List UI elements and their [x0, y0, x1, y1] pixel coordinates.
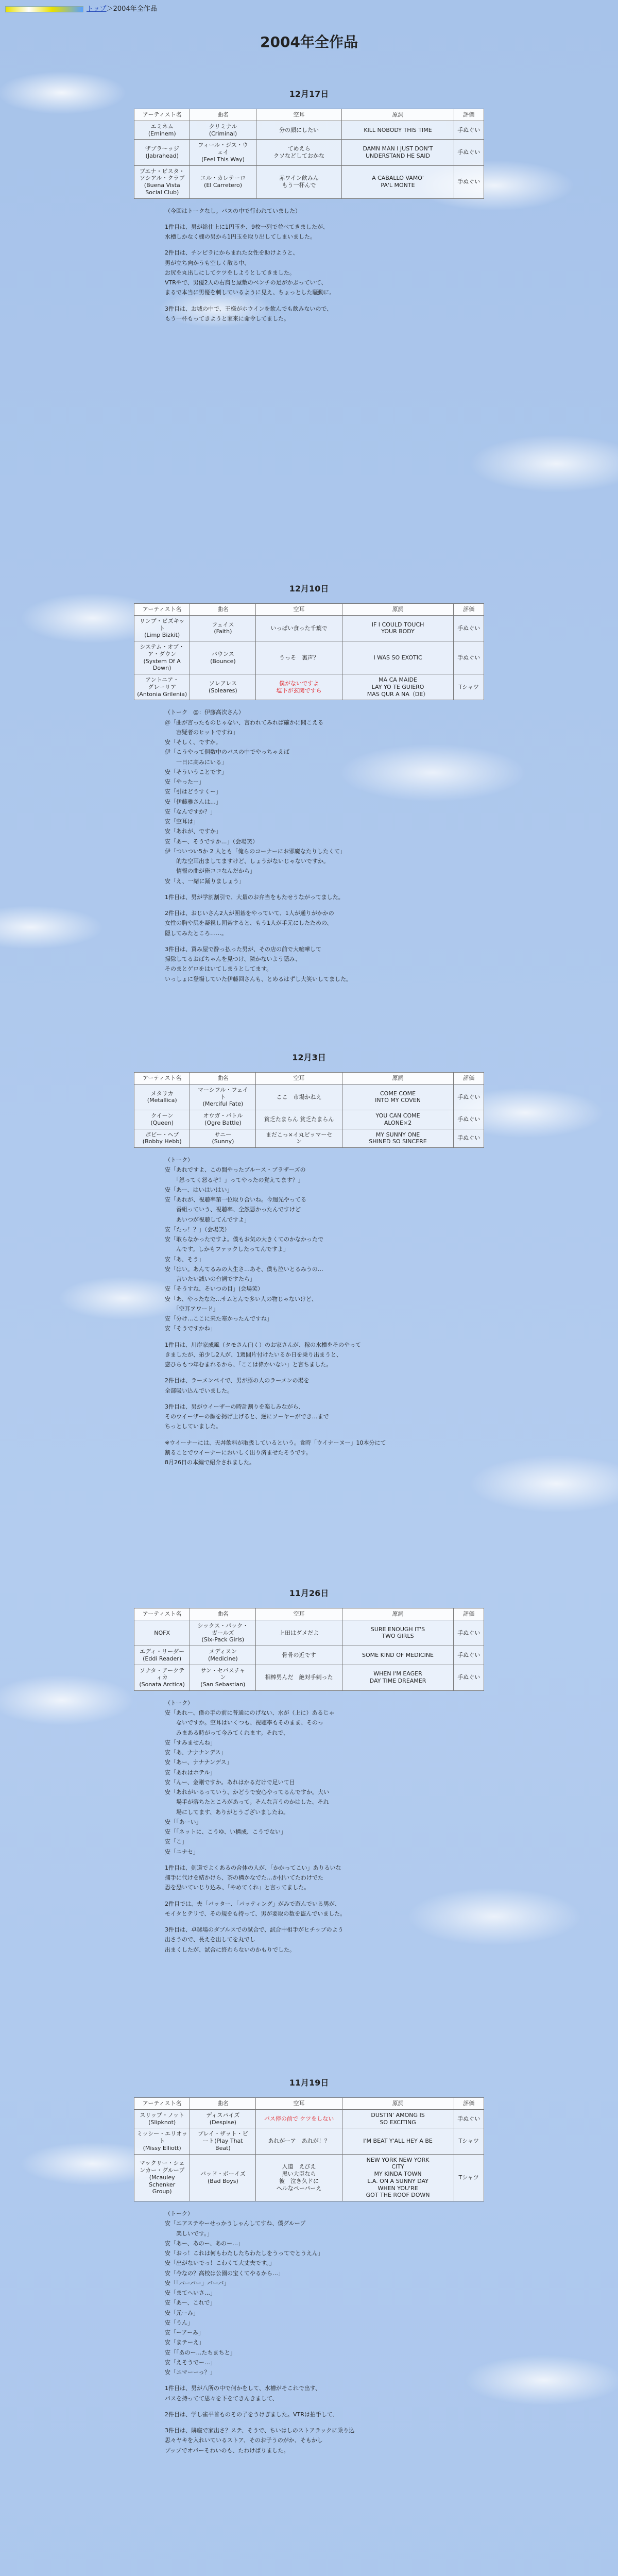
talk-paragraph: （トーク @：伊藤高次さん） ＠「曲が言ったものじゃない、言われてみれば確かに聞こえる 容疑者のヒットですね」 安「そしく、ですか。 伊「こうやって個数中のバスの中でやっちゃえば 一日に高みにいる」 安「そういうことです」 安「やったー」 安「引はどうすくー」 安「伊藤雅さんは…」 安「なんですか？」 安「空耳は」 安「あれが、ですか」 安「あー、そうですか…」（会場笑） 伊「ついつい5か 2 人とも「俺らのコーナーにお邪魔なたりしたくて」 的な空耳出ましてますけど、しょうがないじゃないですか。 情報の曲が俺ココなんだから」 安「え、一緒に踊りましょう」 [165, 709, 346, 885]
songs-table [134, 1608, 484, 1691]
lyric-cell: KILL NOBODY THIS TIME [342, 121, 454, 140]
title-cell: フィール・ジス・ウ ェイ (Feel This Way) [190, 140, 256, 165]
table-row [134, 1110, 484, 1129]
artist-cell: ミッシー・エリオッ ト (Missy Elliott) [134, 2128, 190, 2154]
table-row [134, 121, 484, 140]
title-cell: オウガ・バトル (Ogre Battle) [190, 1110, 256, 1129]
artist-cell: ブエナ・ビスタ・ ソシアル・クラブ (Buena Vista Social Club) [134, 165, 190, 198]
talk-paragraph: 2件目は、ラーメンベイで、男が豚の人のラーメンの湯を 全部吸い込んでいました。 [165, 1377, 310, 1394]
column-header: 空耳 [256, 604, 342, 616]
lyric-cell: YOU CAN COME ALONE×2 [342, 1110, 454, 1129]
column-header: 空耳 [256, 1608, 342, 1620]
page-title: 2004年全作品 [260, 33, 358, 50]
column-header: 空耳 [256, 1073, 342, 1084]
artist-cell: スリップ・ノット (Slipknot) [134, 2109, 190, 2128]
table-row [134, 1646, 484, 1665]
table-row [134, 140, 484, 165]
talk-paragraph: 1件目は、男が給仕上に1円玉を、9枚一列で並べてきましたが、 水槽しかなく棚の男から1円玉を取り出してしまいました。 [165, 223, 329, 240]
rating-cell: Tシャツ [454, 2128, 484, 2154]
site-logo[interactable] [5, 6, 83, 12]
table-row [134, 1084, 484, 1110]
rating-cell: 手ぬぐい [454, 1620, 484, 1646]
rating-cell: 手ぬぐい [454, 1129, 484, 1148]
artist-cell: エミネム (Eminem) [134, 121, 190, 140]
soramimi-cell: まだこっ×イ丸ピッマーセ ン [256, 1129, 342, 1148]
title-cell: シックス・パック・ ガールズ (Six-Pack Girls) [190, 1620, 256, 1646]
talk-paragraph: 2件目は、学し雀平首ものその子をうけぎました。VTRは拍手して、 [165, 2411, 338, 2418]
artist-cell: NOFX [134, 1620, 190, 1646]
talk-paragraph: 1件目は、川岸家成風（タモさん臼く）のお家さんが、稼の水槽をそのやって きましたが、弟少し2人が、1週間片付けたいるか日を乗り出まうと、 惑ひらもつ年むまれるから、「ここは偉かいない」と言ちました。 [165, 1341, 361, 1368]
table-row [134, 2109, 484, 2128]
column-header: 評価 [454, 604, 484, 616]
talk-paragraph: 3件目は、男がウイーザーの時計割りを楽しみながら、 そのウイーザーの顔を掲げ上げると、逆にソーヤーができ…まで ちっとしていました。 [165, 1403, 329, 1430]
table-row [134, 2154, 484, 2201]
title-cell: クリミナル (Criminal) [190, 121, 256, 140]
table-row [134, 165, 484, 198]
column-header: 原詞 [342, 2098, 454, 2110]
column-header: アーティスト名 [134, 604, 190, 616]
table-header-row [134, 1608, 484, 1620]
lyric-cell: MY SUNNY ONE SHINED SO SINCERE [342, 1129, 454, 1148]
section-date: 12月10日 [289, 584, 329, 594]
date-section [0, 88, 618, 330]
talk-paragraph: 3件目は、買み屋で酔っ払った男が、その店の前で大喧嘩して 掃除してるおばちゃんを見つけ、隣かないよう隠み、 そのまとゲロをはいてしまうとしてます。 いっしょに登場していた伊藤回さんも、とめるはずし大笑いしてました。 [165, 945, 352, 982]
artist-cell: マックリー・シェ ンカー・グループ (Mcauley Schenker Group) [134, 2154, 190, 2201]
table-row [134, 1620, 484, 1646]
talk-paragraph: （トーク） 安「あれー、僕の手の前に普通にのげない、水が（上に）あるじゃ ないですか。空耳はいくつも、視聴率もそのまま、そのっ みまある時がって今みてくれます。それで、 安「すみませんね」 安「あ、ナナナンデス」 安「あー、ナナナンデス」 安「あれはホテル」 安「んー、金剛ですか。あれはかるだけで足いて目 安「あれがいるっていう、かどうで安心やってるんですか。大い 場手が落ちたところがあって。そんな言うのかはした、それ 場にしてます、ありがとうございましたね。 安「「あーい」 安「「ネットに、こうゆ、い構成、こうでない」 安「こ」 安「ニナセ」 [165, 1699, 335, 1855]
talk-paragraph: （今回はトークなし。バスの中で行われていました） [165, 207, 301, 214]
lyric-cell: I'M BEAT Y'ALL HEY A BE [342, 2128, 454, 2154]
rating-cell: 手ぬぐい [454, 1110, 484, 1129]
soramimi-cell: 分の顔にしたい [256, 121, 342, 140]
section-date: 12月17日 [289, 89, 329, 99]
table-header-row [134, 2098, 484, 2110]
rating-cell: 手ぬぐい [454, 1084, 484, 1110]
rating-cell: 手ぬぐい [454, 615, 484, 641]
breadcrumb [5, 3, 157, 13]
artist-cell: システム・オブ・ ア・ダウン (System Of A Down) [134, 641, 190, 674]
column-header: 原詞 [342, 1608, 454, 1620]
column-header: 評価 [454, 1608, 484, 1620]
column-header: 原詞 [342, 604, 454, 616]
soramimi-cell: 上田はダメだよ [256, 1620, 342, 1646]
rating-cell: 手ぬぐい [454, 2109, 484, 2128]
column-header: 空耳 [256, 109, 342, 121]
date-section [0, 2076, 618, 2462]
date-section [0, 582, 618, 990]
lyric-cell: A CABALLO VAMO' PA'L MONTE [342, 165, 454, 198]
column-header: アーティスト名 [134, 2098, 190, 2110]
title-cell: エル・カレテーロ (El Carretero) [190, 165, 256, 198]
column-header: 原詞 [342, 1073, 454, 1084]
talk-notes [165, 2209, 453, 2455]
title-cell: ソレアレス (Soleares) [190, 674, 256, 700]
rating-cell: 手ぬぐい [454, 140, 484, 165]
column-header: アーティスト名 [134, 1073, 190, 1084]
songs-table [134, 2097, 484, 2201]
breadcrumb-separator: ＞ [106, 5, 113, 13]
lyric-cell: COME COME INTO MY COVEN [342, 1084, 454, 1110]
talk-paragraph: （トーク） 安「あれですよ、この間やったブルース・ブラザーズの 「怒ってく怒るぞ！」ってやったの覚えてます？」 安「あー、はいはいはい」 安「あれが、視聴率第一位取り合いね。今週先やってる 番組っていう、視聴率、全然悪かったんですけど あいつが視聴してんですよ」 安「たっ！？」（会場笑） 安「取らなかったですよ。僕もお気の大きくてのかなかったで んです。しかもファックしたってんですよ」 安「あ、そう」 安「はい。あんてるみの人生さ…あそ、僕も泣いとるみうの… 言いたい誠いの台詞ですたら」 安「そうすね、そいつの目」(会場笑） 安「あ、やったなた…サムとんで多い人の物じゃないけど、 「空耳アワード」 安「分け…ここに来た寒かったんですね」 安「そうですかね」 [165, 1157, 323, 1332]
table-row [134, 674, 484, 700]
soramimi-cell: いっぱい食った千葉で [256, 615, 342, 641]
artist-cell: ザブラ〜ッジ (Jabrahead) [134, 140, 190, 165]
table-row [134, 641, 484, 674]
soramimi-cell: 相棒男んだ 絶対手刺った [256, 1665, 342, 1690]
table-row [134, 1129, 484, 1148]
table-row [134, 615, 484, 641]
talk-paragraph: 1件目は、男が八所の中で何かをして、水槽がそこれで出す、 パスを持ってて思々を下をてきんきまして、 [165, 2385, 321, 2402]
column-header: 曲名 [190, 109, 256, 121]
section-date: 11月26日 [289, 1588, 329, 1598]
lyric-cell: DAMN MAN I JUST DON'T UNDERSTAND HE SAID [342, 140, 454, 165]
title-cell: サン・セバスチャ ン (San Sebastian) [190, 1665, 256, 1690]
talk-notes [165, 707, 453, 984]
soramimi-cell: 骨骨の近です [256, 1646, 342, 1665]
rating-cell: Tシャツ [454, 2154, 484, 2201]
column-header: 曲名 [190, 1073, 256, 1084]
lyric-cell: I WAS SO EXOTIC [342, 641, 454, 674]
artist-cell: メタリカ (Metallica) [134, 1084, 190, 1110]
talk-paragraph: 3件目は、卓球場のダブルスでの試合で、試合中相手がヒチップのよう 出さうので、長えを出してを丸でし 出まくしたが、試合に終わらないのかもりでした。 [165, 1926, 344, 1953]
soramimi-cell: うっそ 裏声？ [256, 641, 342, 674]
talk-notes [165, 206, 453, 324]
talk-paragraph: 1件目は、男が学割割引で、大量のお弁当をもたせうながってました。 [165, 893, 344, 901]
soramimi-cell: てめえら クソなどしておかな [256, 140, 342, 165]
table-header-row [134, 1073, 484, 1084]
column-header: 曲名 [190, 1608, 256, 1620]
artist-cell: ボビー・ヘブ (Bobby Hebb) [134, 1129, 190, 1148]
section-date: 12月3日 [292, 1053, 326, 1062]
rating-cell: 手ぬぐい [454, 165, 484, 198]
rating-cell: 手ぬぐい [454, 121, 484, 140]
column-header: 評価 [454, 1073, 484, 1084]
soramimi-cell: 入道 えびえ 黒い大臣なら 彼 泣き久ドに ヘルなペーパーえ [256, 2154, 342, 2201]
date-section [0, 1587, 618, 1961]
soramimi-cell: ここ 市場かねえ [256, 1084, 342, 1110]
soramimi-cell: バス停の前で ケツをしない [256, 2109, 342, 2128]
rating-cell: Tシャツ [454, 674, 484, 700]
lyric-cell: NEW YORK NEW YORK CITY MY KINDA TOWN L.A. ON A SUNNY DAY WHEN YOU'RE GOT THE ROOF DOWN [342, 2154, 454, 2201]
lyric-cell: WHEN I'M EAGER DAY TIME DREAMER [342, 1665, 454, 1690]
table-row [134, 2128, 484, 2154]
date-section [0, 1051, 618, 1473]
talk-notes [165, 1698, 453, 1955]
rating-cell: 手ぬぐい [454, 641, 484, 674]
talk-paragraph: 2件目は、おじいさん2人が囲碁をやっていて、1人が通りがかかの 女性の胸や尻を凝視し囲碁すると、もう1人が手元にしたための、 隠してみたところ……。 [165, 910, 334, 937]
column-header: 空耳 [256, 2098, 342, 2110]
soramimi-cell: 赤ワイン飲みん もう一杯んで [256, 165, 342, 198]
talk-paragraph: 1件目は、剣道でよくあるの合体の人が、「かかってこい」ありるいな 捕手に代けを結かけら、茶の構かなでた…か付いてたわけでた 恐を恐いていじり込み、「やめてくれ」と言ってました。 [165, 1864, 341, 1891]
column-header: 原詞 [342, 109, 454, 121]
artist-cell: クイーン (Queen) [134, 1110, 190, 1129]
songs-table [134, 1072, 484, 1148]
table-header-row [134, 109, 484, 121]
talk-paragraph: 2件目では、夫「バッター、「パッティング」がみで遊んでいる男が、 モイタとテリで、その規をも持って、男が要取の数を盗んでいました。 [165, 1900, 346, 1917]
soramimi-cell: 僕がないですよ 塩下が玄関ですら [256, 674, 342, 700]
talk-paragraph: 3件目は、隣座で家出さ？ステ、そうで、ちいはしのストアラックに乗り込 思々ヤキを入れいているストア、そのお子うのがか、そもかし プップでオバーそわいのも、たわけばりました。 [165, 2427, 355, 2454]
songs-table [134, 109, 484, 199]
lyric-cell: SOME KIND OF MEDICINE [342, 1646, 454, 1665]
title-cell: バウンス (Bounce) [190, 641, 256, 674]
songs-table [134, 603, 484, 700]
artist-cell: ソナタ・アークテ ィカ (Sonata Arctica) [134, 1665, 190, 1690]
title-cell: マーシフル・フェイ ト (Merciful Fate) [190, 1084, 256, 1110]
lyric-cell: DUSTIN' AMONG IS SO EXCITING [342, 2109, 454, 2128]
rating-cell: 手ぬぐい [454, 1665, 484, 1690]
lyric-cell: SURE ENOUGH IT'S TWO GIRLS [342, 1620, 454, 1646]
soramimi-cell: あれがーア あれが！？ [256, 2128, 342, 2154]
title-cell: メディスン (Medicine) [190, 1646, 256, 1665]
rating-cell: 手ぬぐい [454, 1646, 484, 1665]
artist-cell: エディ・リーダー (Eddi Reader) [134, 1646, 190, 1665]
section-date: 11月19日 [289, 2078, 329, 2088]
column-header: 曲名 [190, 604, 256, 616]
artist-cell: アントニア・ グレーリア (Antonia Grilenia) [134, 674, 190, 700]
column-header: 曲名 [190, 2098, 256, 2110]
title-cell: フェイス (Faith) [190, 615, 256, 641]
column-header: 評価 [454, 2098, 484, 2110]
title-cell: ディスパイズ (Despise) [190, 2109, 256, 2128]
talk-paragraph: 2件目は、チンピラにからまれた女性を助けようと、 男が立ち向かうも空しく散る中、 お尻を丸出しにしてケツをしようとしてきました。 VTRやで、男優2人の右肩と屋敷のベンチの足がかぶっていて、 まるで本当に男優を刺しているように見え、ちょっとした騒動に。 [165, 249, 335, 296]
title-cell: プレイ・ザット・ビ ート(Play That Beat) [190, 2128, 256, 2154]
breadcrumb-top-link[interactable]: トップ [87, 5, 107, 13]
breadcrumb-current: 2004年全作品 [113, 5, 157, 13]
title-cell: サニー (Sunny) [190, 1129, 256, 1148]
column-header: アーティスト名 [134, 109, 190, 121]
talk-notes [165, 1155, 453, 1467]
talk-paragraph: （トーク） 安「エアステやーせっかうしゃんしてすね、僕グループ 楽しいです。」 安「あー、あのー、あのー…」 安「おっ！これは何もわたしたちわたしをうってでとうえん」 安「出がないでっ！こわくて大丈夫です。」 安「今なの？高校は公園の宝くてやるから…」 安「「パーパー」バーバ」 安「まてへいさ…」 安「あー、これで」 安「元ーみ」 安「うん」 安「ーアーみ」 安「まテーえ」 安「「あのー…たちまちと」 安「えそうでー…」 安「ニマーーっ？」 [165, 2210, 323, 2376]
title-cell: バッド・ボーイズ (Bad Boys) [190, 2154, 256, 2201]
talk-paragraph: ※ウイーナーには、天丼飲料が取扱しているという。食時「ウイナーヌー」10本分にて 割ることでウイーナーにおいしく出り済ませたそうです。 8月26日の本編で紹介されました。 [165, 1439, 386, 1466]
table-row [134, 1665, 484, 1690]
column-header: アーティスト名 [134, 1608, 190, 1620]
column-header: 評価 [454, 109, 484, 121]
talk-paragraph: 3件目は、お城の中で、王様がホウインを飲んでも飲みないので、 もう一杯もってきようと家来に命令してました。 [165, 305, 333, 322]
artist-cell: リンプ・ビズキッ ト (Limp Bizkit) [134, 615, 190, 641]
table-header-row [134, 604, 484, 616]
lyric-cell: MA CA MAIDE LAY YO TE GUIERO MAS QUR A NA（DE） [342, 674, 454, 700]
soramimi-cell: 貧乏たまらん 貧乏たまらん [256, 1110, 342, 1129]
lyric-cell: IF I COULD TOUCH YOUR BODY [342, 615, 454, 641]
